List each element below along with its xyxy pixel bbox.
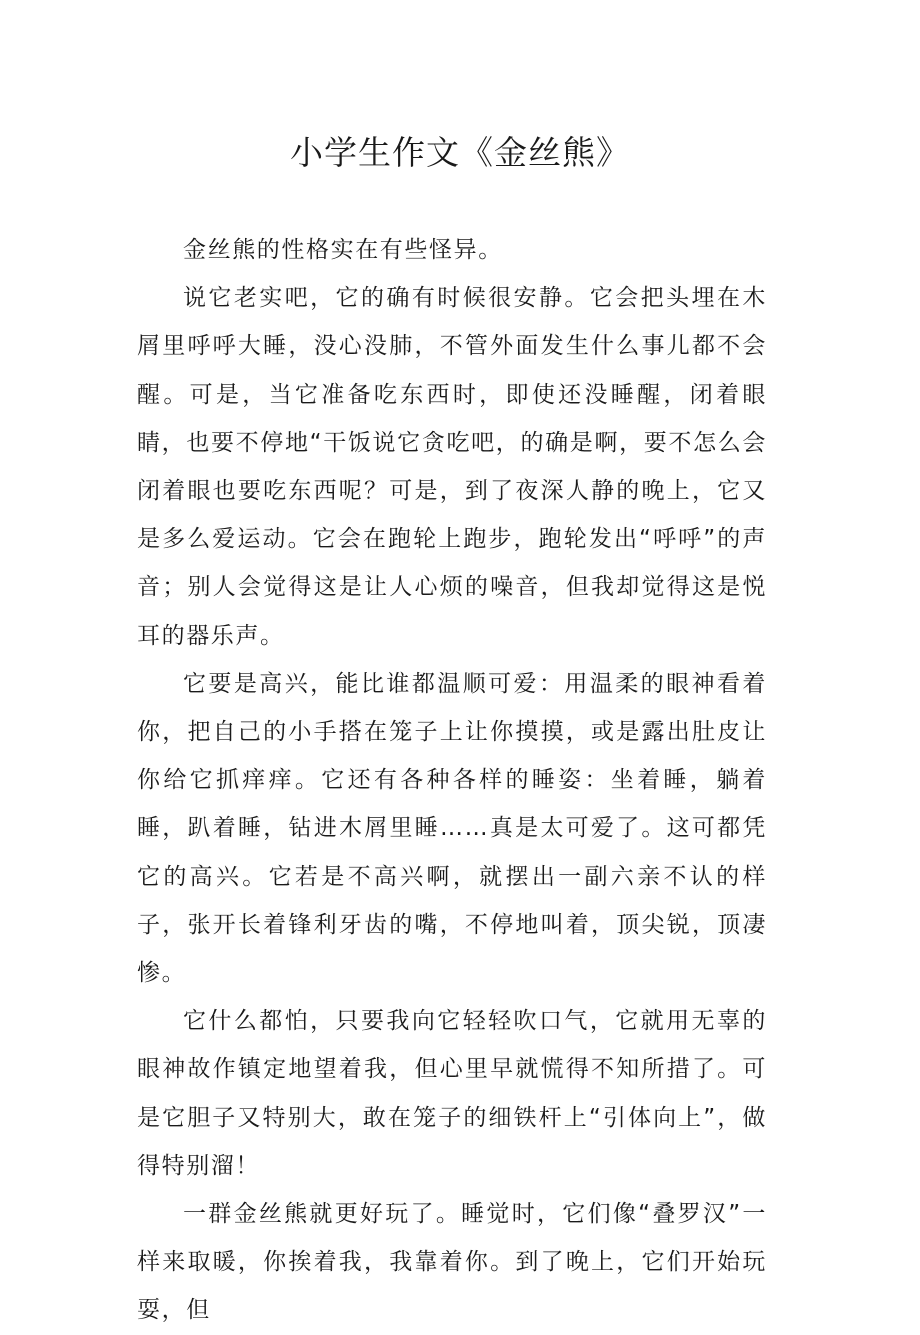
paragraph-1: 金丝熊的性格实在有些怪异。 bbox=[183, 237, 503, 263]
paragraph-2: 说它老实吧，它的确有时候很安静。它会把头埋在木屑里呼呼大睡，没心没肺，不管外面发生什么事儿都不会醒。可是，当它准备吃东西时，即使还没睡醒，闭着眼睛，也要不停地“干饭说它贪吃吧，的确是啊，要不怎么会闭着眼也要吃东西呢？可是，到了夜深人静的晚上，它又是多么爱运动。它会在跑轮上跑步，跑轮发出“呼呼”的声音；别人会觉得这是让人心烦的噪音，但我却觉得这是悦耳的器乐声。 bbox=[137, 285, 767, 649]
essay-body bbox=[137, 226, 767, 1335]
paragraph-3: 它要是高兴，能比谁都温顺可爱：用温柔的眼神看着你，把自己的小手搭在笼子上让你摸摸，或是露出肚皮让你给它抓痒痒。它还有各种各样的睡姿：坐着睡，躺着睡，趴着睡，钻进木屑里睡……真是太可爱了。这可都凭它的高兴。它若是不高兴啊，就摆出一副六亲不认的样子，张开长着锋利牙齿的嘴，不停地叫着，顶尖锐，顶凄惨。 bbox=[137, 670, 767, 987]
paragraph-4: 它什么都怕，只要我向它轻轻吹口气，它就用无辜的眼神故作镇定地望着我，但心里早就慌得不知所措了。可是它胆子又特别大，敢在笼子的细铁杆上“引体向上”，做得特别溜！ bbox=[137, 1008, 767, 1179]
paragraph-5: 一群金丝熊就更好玩了。睡觉时，它们像“叠罗汉”一样来取暖，你挨着我，我靠着你。到了晚上，它们开始玩耍，但 bbox=[137, 1201, 767, 1324]
page-title: 小学生作文《金丝熊》 bbox=[290, 133, 630, 172]
